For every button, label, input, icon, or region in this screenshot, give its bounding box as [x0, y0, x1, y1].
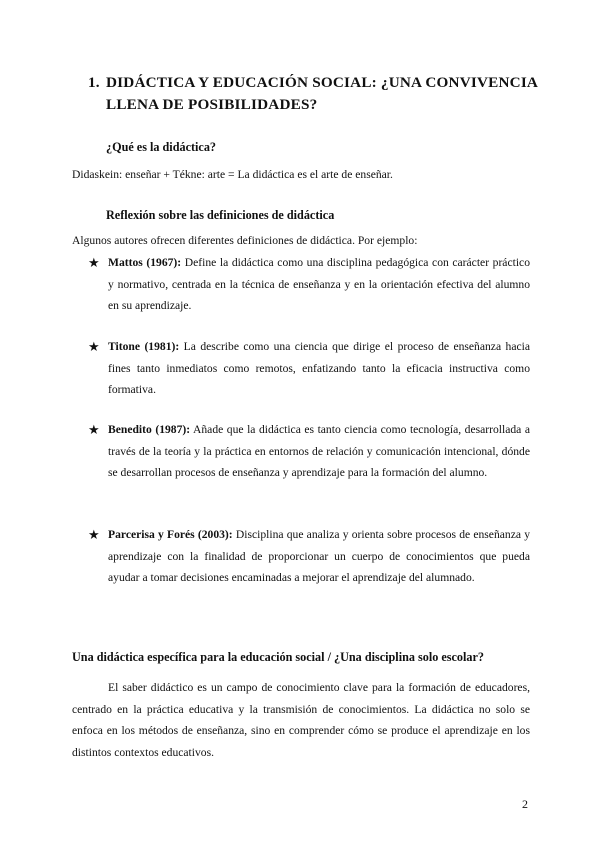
star-bullet-icon: ★	[88, 422, 100, 437]
definition-author: Mattos (1967):	[108, 256, 182, 269]
definition-author: Benedito (1987):	[108, 423, 191, 436]
star-bullet-icon: ★	[88, 339, 100, 354]
star-bullet-icon: ★	[88, 527, 100, 542]
chapter-heading	[88, 72, 539, 116]
definitions-intro: Algunos autores ofrecen diferentes definiciones de didáctica. Por ejemplo:	[72, 234, 418, 247]
definition-text: La describe como una ciencia que dirige el proceso de enseñanza hacia fines tanto inmediatos como remotos, enfatizando tanto la eficacia instructiva como formativa.	[108, 340, 530, 396]
chapter-heading-line-1	[88, 72, 539, 94]
definition-author: Parcerisa y Forés (2003):	[108, 528, 233, 541]
star-bullet-icon: ★	[88, 255, 100, 270]
chapter-number: 1.	[88, 74, 100, 91]
body-paragraph: El saber didáctico es un campo de conocimiento clave para la formación de educadores, centrado en la práctica educativa y la transmisión de conocimientos. La didáctica no solo se enfoca en los métodos de enseñanza, sino en comprender cómo se produce el aprendizaje en los distintos contextos educativos.	[72, 681, 530, 759]
etymology-line: Didaskein: enseñar + Tékne: arte = La didáctica es el arte de enseñar.	[72, 168, 393, 181]
definition-item	[88, 524, 530, 589]
definition-text: Añade que la didáctica es tanto ciencia como tecnología, desarrollada a través de la teoría y la práctica en entornos de relación y comunicación intencional, dónde se desarrollan procesos de enseñanza y aprendizaje para la formación del alumno.	[108, 423, 531, 479]
chapter-title-part-2: LLENA DE POSIBILIDADES?	[106, 96, 318, 113]
chapter-title-part-1: DIDÁCTICA Y EDUCACIÓN SOCIAL: ¿UNA CONVIVENCIA	[106, 74, 539, 91]
definition-item	[88, 419, 530, 484]
section-heading-reflexion: Reflexión sobre las definiciones de didáctica	[106, 208, 335, 222]
definition-author: Titone (1981):	[108, 340, 180, 353]
section-heading-que-es: ¿Qué es la didáctica?	[106, 140, 217, 154]
definition-item	[88, 252, 530, 317]
definition-text: Disciplina que analiza y orienta sobre procesos de enseñanza y aprendizaje con la finalidad de proporcionar un cuerpo de conocimientos que pueda ayudar a tomar decisiones encaminadas a mejorar el aprendizaje del alumnado.	[108, 528, 530, 584]
section-heading-didactica-especifica: Una didáctica específica para la educación social / ¿Una disciplina solo escolar?	[72, 650, 485, 664]
definition-item	[88, 336, 530, 401]
definition-text: Define la didáctica como una disciplina pedagógica con carácter práctico y normativo, centrada en la técnica de enseñanza y en la orientación efectiva del alumno en su aprendizaje.	[108, 256, 530, 312]
page-number: 2	[522, 797, 528, 811]
